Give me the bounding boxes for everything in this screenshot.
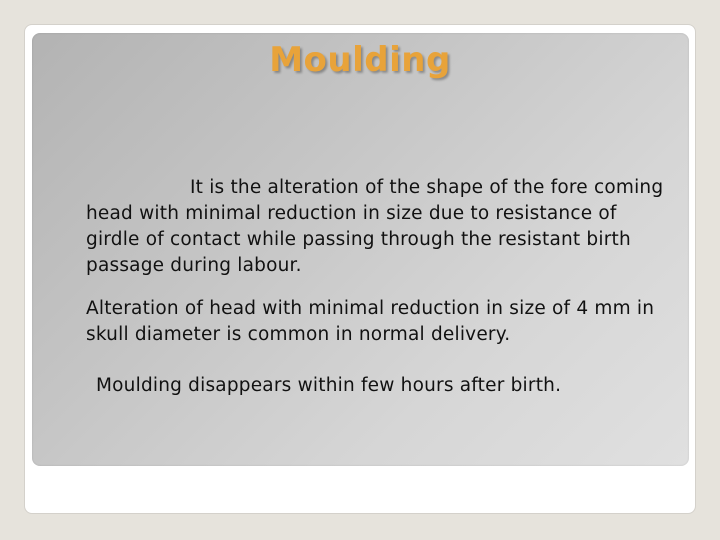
paragraph-alteration: Alteration of head with minimal reduction in size of 4 mm in skull diameter is common in normal delivery. <box>86 298 655 345</box>
paragraph-definition: It is the alteration of the shape of the fore coming head with minimal reduction in size due to resistance of girdle of contact while passing through the resistant birth passage during labour. <box>86 177 664 276</box>
paragraph-disappearance: Moulding disappears within few hours after birth. <box>96 375 562 396</box>
slide-title: Moulding <box>269 40 451 80</box>
